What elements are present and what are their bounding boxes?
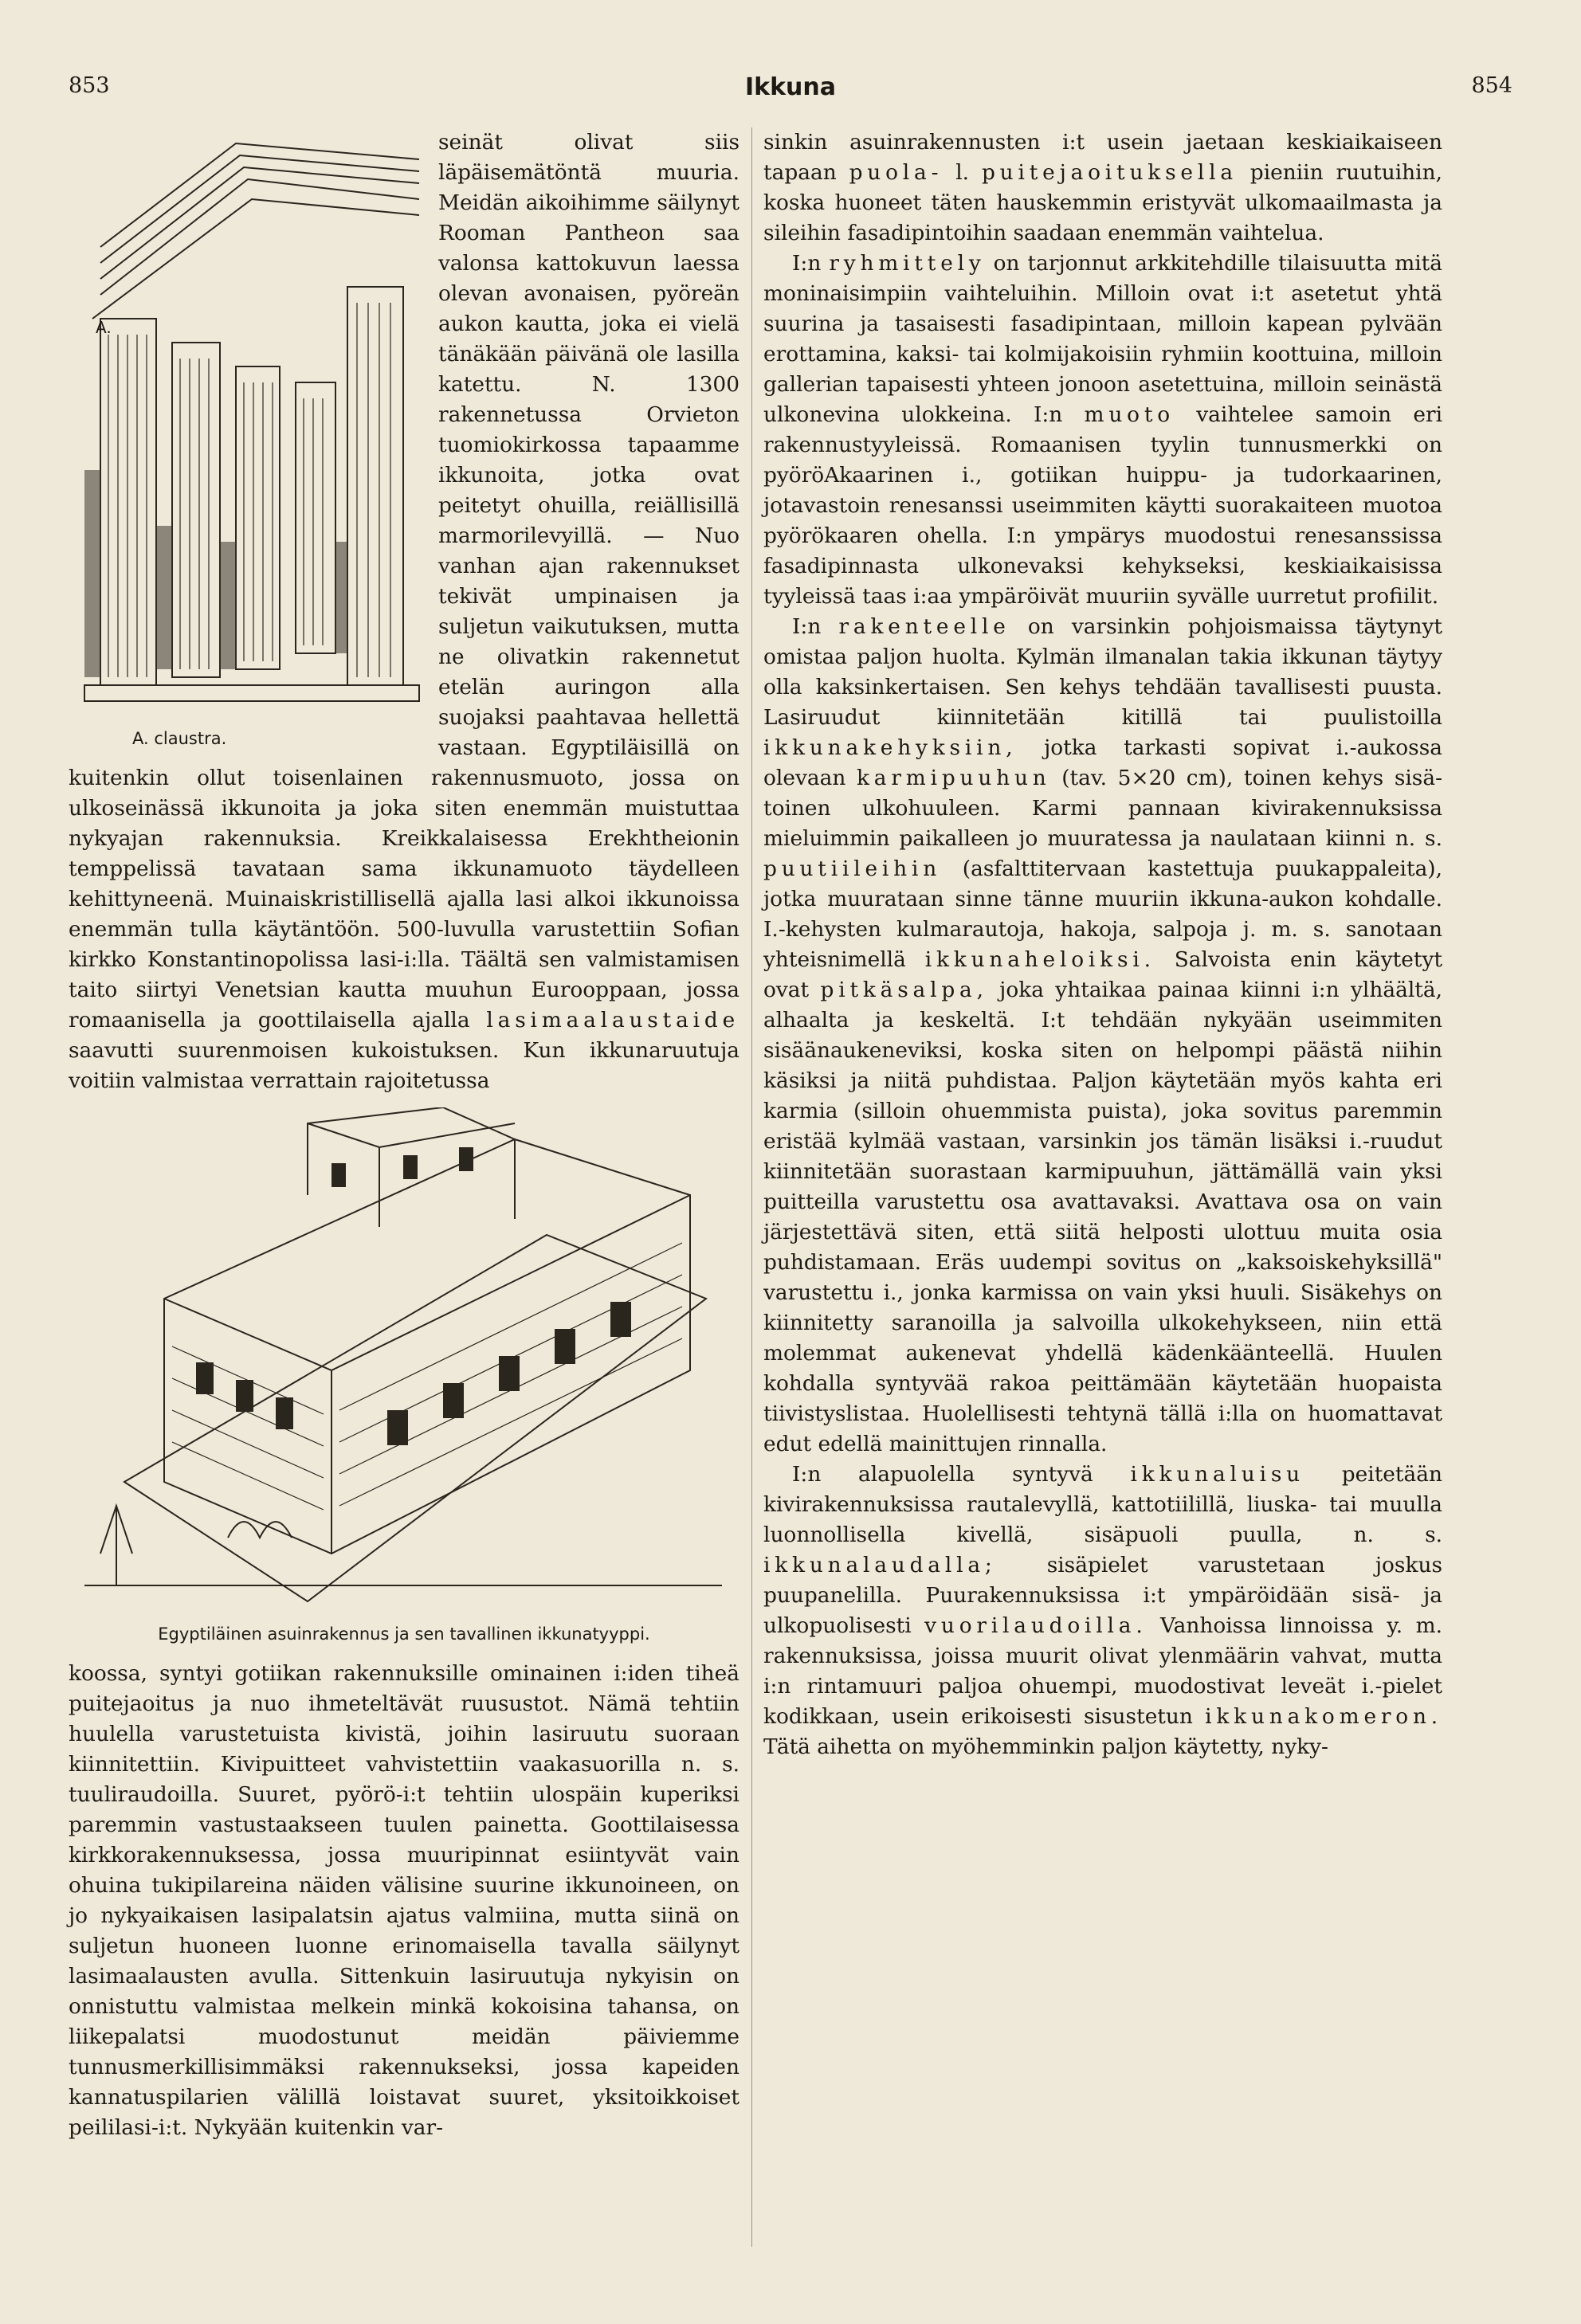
left-column: [69, 127, 740, 2143]
right-p3-text-g: joka yhtaikaa painaa kiinni i:n ylhäältä, alhaalta ja keskeltä. I:t tehdään nykyään useimmiten sisäänaukeneviksi, koska siten on helpompi päästä niihin käsiksi ja niitä puhdistaa. Paljon käytetään myös kahta eri karmia (silloin ohuemmista puista), joka sovitus paremmin eristää kylmää vastaan, varsinkin jos tämän lisäksi i.-ruudut kiinnitetään suorastaan karmipuuhun, jättämällä vain yksi puitteilla varustettu osa avattavaksi. Avattava osa on vain järjestettävä siten, että siitä helposti ulottuu muita osia puhdistamaan. Eräs uudempi sovitus on „kaksoiskehyksillä" varustettu i., jonka karmissa on vain yksi huuli. Sisäkehys on kiinnitetty saranoilla ja salvoilla ulkokehykseen, niin että molemmat aukenevat yhdellä kädenkäänteellä. Huulen kohdalla syntyvää rakoa peittämään käytetään huopaista tiivistyslistaa. Huolellisesti tehtynä tällä i:lla on huomattavat edut edellä mainittujen rinnalla.: [763, 978, 1443, 1456]
right-p1-text-c: pieniin ruutuihin, koska huoneet täten hauskemmin eristyvät ulkomaailmasta ja sileihin fasadipintoihin saadaan enemmän vaihtelua.: [763, 160, 1442, 245]
right-p3-spaced-3: karmipuuhun: [856, 766, 1051, 790]
right-paragraph-2: [763, 249, 1442, 612]
right-p2-spaced-1: ryhmittely: [829, 251, 986, 276]
right-p3-spaced-2: ikkunakehyksiin,: [763, 735, 1018, 760]
right-p2-text-a: I:n: [792, 251, 822, 276]
right-p4-spaced-2: ikkunalaudalla;: [763, 1553, 997, 1577]
right-p1-text-b: l.: [955, 160, 970, 185]
right-p4-text-a: I:n alapuolella syntyvä: [792, 1462, 1093, 1487]
right-p3-text-a: I:n: [792, 614, 822, 639]
right-p3-text-f: Salvoista enin käytetyt ovat: [763, 947, 1442, 1002]
right-p2-text-b: on tarjonnut arkkitehdille tilaisuutta mitä moninaisimpiin vaihteluihin. Milloin ovat i:t asetetut yhtä suurina ja tasaisesti fasadipintaan, milloin kapean pylvään erottamina, kaksi- tai kolmijakoisiin ryhmiin koottuina, milloin gallerian tapaisesti yhteen jonoon asetettuina, milloin seinästä ulkonevina ulokkeina. I:n: [763, 251, 1443, 427]
column-divider: [751, 127, 752, 2247]
right-paragraph-1: [763, 127, 1442, 249]
right-p4-text-d: Vanhoissa linnoissa y. m. rakennuksissa, joissa muurit olivat ylenmäärin vahvat, mutta i:n rintamuuri paljoa ohuempi, muodostivat leveät i.-pielet kodikkaan, usein erikoisesti sisustetun: [763, 1613, 1443, 1729]
right-p3-text-e: (asfalttitervaan kastettuja puukappaleita), jotka muurataan sinne tänne muuriin ikkuna-aukon kohdalle. I.-kehysten kulmarautoja, hakoja, salpoja j. m. s. sanotaan yhteisnimellä: [763, 856, 1442, 972]
claustra-figure: [69, 127, 427, 757]
right-p1-text-a: sinkin asuinrakennusten i:t usein jaetaan keskiaikaiseen tapaan: [763, 130, 1442, 185]
left-para1-text: seinät olivat siis läpäisemätöntä muuria. Meidän aikoihimme säilynyt Rooman Pantheon saa valonsa kattokuvun laessa olevan avonaisen, pyöreän aukon kautta, joka ei vielä tänäkään päivänä ole lasilla katettu. N. 1300 rakennetussa Orvieton tuomiokirkossa tapaamme ikkunoita, jotka ovat peitetyt ohuilla, reiällisillä marmorilevyillä. — Nuo vanhan ajan rakennukset tekivät umpinaisen ja suljetun vaikutuksen, mutta ne olivatkin rakennetut etelän auringon alla suojaksi paahtavaa hellettä vastaan. Egyptiläisillä on kuitenkin ollut toisenlainen rakennusmuoto, jossa on ulkoseinässä ikkunoita ja joka siten enemmän muistuttaa nykyajan rakennuksia. Kreikkalaisessa Erekhtheionin temppelissä tavataan sama ikkunamuoto täydelleen kehittyneenä. Muinaiskristillisellä ajalla lasi alkoi ikkunoissa enemmän tulla käytäntöön. 500-luvulla varustettiin Sofian kirkko Konstantinopolissa lasi-i:lla. Täältä sen valmistamisen taito siirtyi Venetsian kautta muuhun Eurooppaan, jossa romaanisella ja goottilaisella ajalla: [69, 130, 740, 1033]
right-p3-spaced-4: puutiileihin: [763, 856, 942, 881]
page-title: Ikkuna: [744, 73, 837, 101]
claustra-illustration: [69, 127, 427, 717]
right-paragraph-3: [763, 612, 1442, 1460]
page-number-left: 853: [69, 73, 110, 98]
right-p4-text-c: sisäpielet varustetaan joskus puupanelilla. Puurakennuksissa i:t ympäröidään sisä- ja ulkopuolisesti: [763, 1553, 1442, 1638]
right-p4-spaced-3: vuorilaudoilla.: [924, 1613, 1148, 1638]
left-para1-spaced: lasimaalaustaide: [486, 1008, 740, 1033]
right-p2-text-c: vaihtelee samoin eri rakennustyyleissä. Romaanisen tyylin tunnusmerkki on pyöröAkaarinen i., gotiikan huippu- ja tudorkaarinen, jotavastoin renesanssi useimmiten käytti suorakaiteen muotoa pyörökaaren ohella. I:n ympärys muodostui renesanssissa fasadipinnasta ulkonevaksi kehykseksi, keskiaikaisissa tyyleissä taas i:aa ympäröivät muuriin syvälle uurretut profiilit.: [763, 402, 1443, 609]
right-column: [763, 127, 1442, 1762]
page-header: [69, 73, 1512, 105]
egypt-caption: Egyptiläinen asuinrakennus ja sen tavallinen ikkunatyyppi.: [158, 1624, 650, 1644]
claustra-caption: A. claustra.: [132, 729, 227, 748]
left-para1-end: saavutti suurenmoisen kukoistuksen. Kun ikkunaruutuja voitiin valmistaa verrattain rajoitetussa: [69, 1038, 740, 1093]
right-paragraph-4: [763, 1460, 1442, 1762]
right-p3-text-b: on varsinkin pohjoismaissa täytynyt omistaa paljon huolta. Kylmän ilmanalan takia ikkunan täytyy olla kaksinkertaisen. Sen kehys tehdään tavallisesti puusta. Lasiruudut kiinnitetään kitillä tai puulistoilla: [763, 614, 1443, 730]
left-paragraph-2: koossa, syntyi gotiikan rakennuksille ominainen i:iden tiheä puitejaoitus ja nuo ihmeteltävät ruusustot. Nämä tehtiin huulella varustetuista kivistä, joihin lasiruutu suoraan kiinnitettiin. Kivipuitteet vahvistettiin vaakasuorilla n. s. tuuliraudoilla. Suuret, pyörö-i:t tehtiin ulospäin kuperiksi paremmin vastustaakseen tuulen painetta. Goottilaisessa kirkkorakennuksessa, jossa muuripinnat esiintyvät vain ohuina tukipilareina näiden välisine suurine ikkunoineen, on jo nykyaikaisen lasipalatsin ajatus valmiina, mutta siinä on suljetun huoneen luonne erinomaisella tavalla säilynyt lasimaalausten avulla. Sittenkuin lasiruutuja nykyisin on onnistuttu valmistaa melkein minkä kokoisina tahansa, on liikepalatsi muodostunut meidän päiviemme tunnusmerkillisimmäksi rakennukseksi, jossa kapeiden kannatuspilarien välillä loistavat suuret, yksitoikkoiset peililasi-i:t. Nykyään kuitenkin var-: [69, 1661, 740, 2140]
egypt-illustration: [69, 1107, 740, 1617]
right-p3-spaced-6: pitkäsalpa,: [820, 978, 988, 1002]
right-p1-spaced-2: puitejaoituksella: [981, 160, 1238, 185]
egypt-figure: [69, 1107, 740, 1617]
claustra-figure-label: A.: [96, 318, 112, 337]
right-p2-spaced-2: muoto: [1084, 402, 1175, 427]
right-p3-spaced-1: rakenteelle: [838, 614, 1010, 639]
page-number-right: 854: [1471, 73, 1512, 98]
right-p4-text-e: Tätä aihetta on myöhemminkin paljon käytetty, nyky-: [763, 1734, 1328, 1759]
right-p4-text-b: peitetään kivirakennuksissa rautalevyllä, kattotiilillä, liuska- tai muulla luonnollisella kivellä, sisäpuoli puulla, n. s.: [763, 1462, 1442, 1547]
right-p3-text-d: (tav. 5×20 cm), toinen kehys sisä- toinen ulkohuuleen. Karmi pannaan kivirakennuksissa mieluimmin paikalleen jo muuratessa ja naulataan kiinni n. s.: [763, 766, 1443, 851]
right-p3-text-c: jotka tarkasti sopivat i.-aukossa olevaan: [763, 735, 1443, 790]
right-p1-spaced-1: puola-: [849, 160, 944, 185]
right-p4-spaced-1: ikkunaluisu: [1130, 1462, 1304, 1487]
right-p3-spaced-5: ikkunaheloiksi.: [924, 947, 1155, 972]
right-p4-spaced-4: ikkunakomeron.: [1205, 1704, 1442, 1729]
